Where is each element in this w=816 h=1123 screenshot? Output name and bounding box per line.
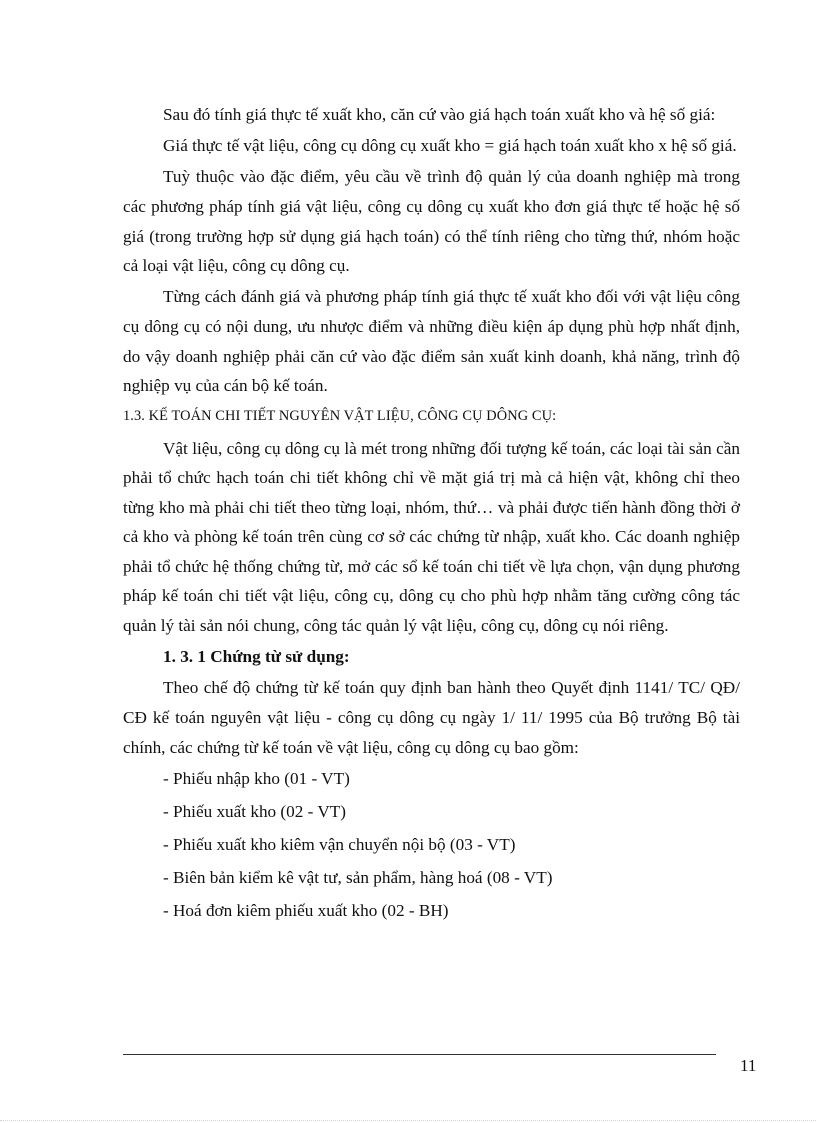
paragraph-detailed-accounting: Vật liệu, công cụ dông cụ là mét trong những đối tượng kế toán, các loại tài sản cần phải tổ chức hạch toán chi tiết không chỉ về mặt giá trị mà cả hiện vật, không chỉ theo từng kho mà phải chi tiết theo từng loại, nhóm, thứ… và phải được tiến hành đồng thời ở cả kho và phòng kế toán trên cùng cơ sở các chứng từ nhập, xuất kho. Các doanh nghiệp phải tổ chức hệ thống chứng từ, mở các sổ kế toán chi tiết về lựa chọn, vận dụng phương pháp kế toán chi tiết vật liệu, công cụ, dông cụ cho phù hợp nhằm tăng cường công tác quản lý tài sản nói chung, công tác quản lý vật liệu, công cụ, dông cụ nói riêng. <box>123 438 740 636</box>
paragraph-management-requirements: Tuỳ thuộc vào đặc điểm, yêu cầu về trình độ quản lý của doanh nghiệp mà trong các phương pháp tính giá vật liệu, công cụ dông cụ xuất kho đơn giá thực tế hoặc hệ số giá (trong trường hợp sử dụng giá hạch toán) có thể tính riêng cho từng thứ, nhóm hoặc cả loại vật liệu, công cụ dông cụ. <box>123 167 740 276</box>
page-edge-dotted-line <box>0 1120 816 1121</box>
paragraph-actual-price: Sau đó tính giá thực tế xuất kho, căn cứ vào giá hạch toán xuất kho và hệ số giá: <box>163 105 716 124</box>
paragraph-valuation-methods: Từng cách đánh giá và phương pháp tính giá thực tế xuất kho đối với vật liệu công cụ dông cụ có nội dung, ưu nhược điểm và những điều kiện áp dụng phù hợp nhất định, do vậy doanh nghiệp phải căn cứ vào đặc điểm sản xuất kinh doanh, khả năng, trình độ nghiệp vụ của cán bộ kế toán. <box>123 287 740 396</box>
page-number: 11 <box>740 1056 757 1075</box>
list-item: - Phiếu xuất kho (02 - VT) <box>163 801 346 821</box>
list-item: - Phiếu nhập kho (01 - VT) <box>163 768 350 788</box>
list-item: - Phiếu xuất kho kiêm vận chuyển nội bộ (03 - VT) <box>163 834 516 854</box>
footer-divider <box>123 1054 716 1055</box>
list-item: - Hoá đơn kiêm phiếu xuất kho (02 - BH) <box>163 900 449 920</box>
paragraph-documents-regulation: Theo chế độ chứng từ kế toán quy định ban hành theo Quyết định 1141/ TC/ QĐ/ CĐ kế toán nguyên vật liệu - công cụ dông cụ ngày 1/ 11/ 1995 của Bộ trưởng Bộ tài chính, các chứng từ kế toán về vật liệu, công cụ dông cụ bao gồm: <box>123 678 740 757</box>
paragraph-price-formula: Giá thực tế vật liệu, công cụ dông cụ xuất kho = giá hạch toán xuất kho x hệ số giá. <box>163 136 737 156</box>
section-heading: 1.3. KẾ TOÁN CHI TIẾT NGUYÊN VẬT LIỆU, CÔNG CỤ DÔNG CỤ: <box>123 408 557 425</box>
subsection-heading: 1. 3. 1 Chứng từ sử dụng: <box>163 647 350 667</box>
document-body <box>123 100 740 929</box>
list-item: - Biên bản kiểm kê vật tư, sản phẩm, hàng hoá (08 - VT) <box>163 867 553 887</box>
